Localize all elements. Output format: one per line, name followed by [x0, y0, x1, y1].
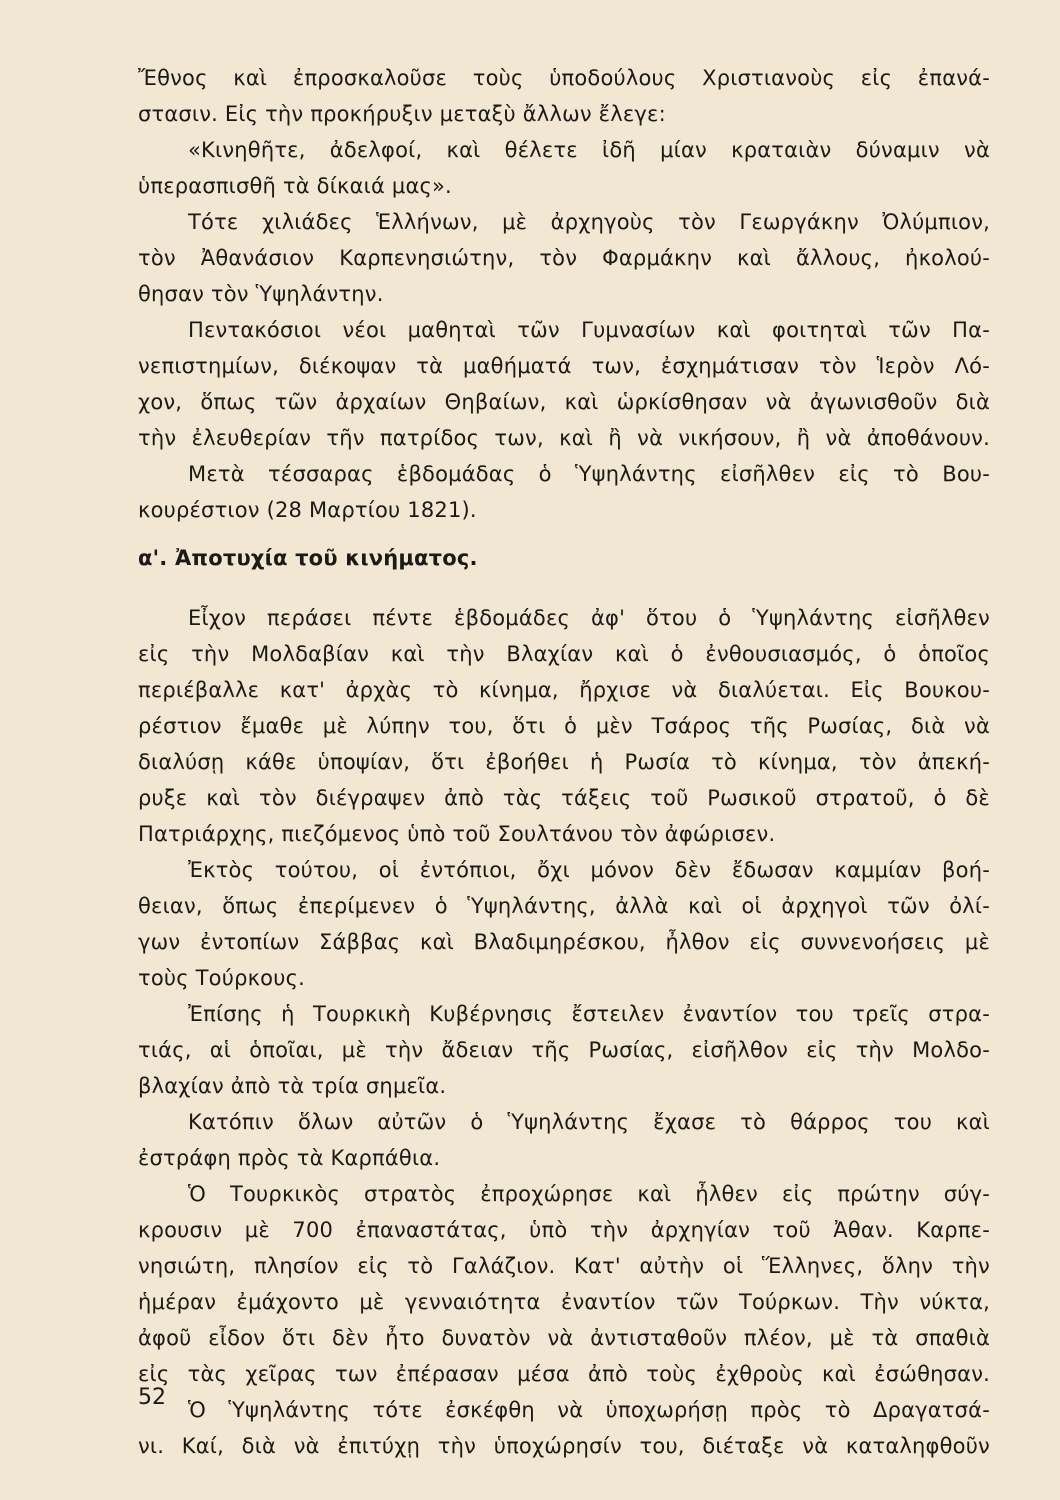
text-line: Ἐκτὸς τούτου, οἱ ἐντόπιοι, ὄχι μόνον δὲν ἔδωσαν καμμίαν βοή-: [188, 858, 990, 882]
text-line: ρέστιον ἔμαθε μὲ λύπην του, ὅτι ὁ μὲν Τσάρος τῆς Ρωσίας, διὰ νὰ: [138, 714, 990, 738]
text-line: ἡμέραν ἐμάχοντο μὲ γενναιότητα ἐναντίον τῶν Τούρκων. Τὴν νύκτα,: [138, 1290, 990, 1314]
text-line: ἐστράφη πρὸς τὰ Καρπάθια.: [138, 1146, 441, 1170]
text-line: κουρέστιον (28 Μαρτίου 1821).: [138, 498, 477, 522]
text-line: περιέβαλλε κατ' ἀρχὰς τὸ κίνημα, ἤρχισε νὰ διαλύεται. Εἰς Βουκου-: [138, 678, 990, 702]
text-line: θειαν, ὅπως ἐπερίμενεν ὁ Ὑψηλάντης, ἀλλὰ καὶ οἱ ἀρχηγοὶ τῶν ὀλί-: [138, 894, 990, 918]
text-line: τὸν Ἀθανάσιον Καρπενησιώτην, τὸν Φαρμάκην καὶ ἄλλους, ἠκολού-: [138, 246, 990, 270]
text-line: διαλύσῃ κάθε ὑποψίαν, ὅτι ἐβοήθει ἡ Ρωσία τὸ κίνημα, τὸν ἀπεκή-: [138, 750, 990, 774]
text-line: θησαν τὸν Ὑψηλάντην.: [138, 282, 384, 306]
text-line: τὴν ἐλευθερίαν τῆν πατρίδος των, καὶ ἢ νὰ νικήσουν, ἢ νὰ ἀποθάνουν.: [138, 426, 990, 450]
text-line: ὑπερασπισθῆ τὰ δίκαιά μας».: [138, 174, 452, 198]
text-line: ἀφοῦ εἶδον ὅτι δὲν ἦτο δυνατὸν νὰ ἀντισταθοῦν πλέον, μὲ τὰ σπαθιὰ: [138, 1326, 990, 1350]
text-line: Πατριάρχης, πιεζόμενος ὑπὸ τοῦ Σουλτάνου τὸν ἀφώρισεν.: [138, 822, 776, 846]
text-line: νησιώτη, πλησίον εἰς τὸ Γαλάζιον. Κατ' αὐτὴν οἱ Ἕλληνες, ὅλην τὴν: [138, 1254, 990, 1278]
text-line: στασιν. Εἰς τὴν προκήρυξιν μεταξὺ ἄλλων ἔλεγε:: [138, 102, 666, 126]
text-line: Πεντακόσιοι νέοι μαθηταὶ τῶν Γυμνασίων καὶ φοιτηταὶ τῶν Πα-: [188, 318, 990, 342]
text-line: ρυξε καὶ τὸν διέγραψεν ἀπὸ τὰς τάξεις τοῦ Ρωσικοῦ στρατοῦ, ὁ δὲ: [138, 786, 990, 810]
text-line: τοὺς Τούρκους.: [138, 966, 305, 990]
text-line: «Κινηθῆτε, ἀδελφοί, καὶ θέλετε ἰδῆ μίαν κραταιὰν δύναμιν νὰ: [188, 138, 990, 162]
text-line: νεπιστημίων, διέκοψαν τὰ μαθήματά των, ἐσχημάτισαν τὸν Ἱερὸν Λό-: [138, 354, 990, 378]
text-line: βλαχίαν ἀπὸ τὰ τρία σημεῖα.: [138, 1074, 447, 1098]
text-line: Ὁ Ὑψηλάντης τότε ἐσκέφθη νὰ ὑποχωρήσῃ πρὸς τὸ Δραγατσά-: [188, 1398, 990, 1422]
text-line: Τότε χιλιάδες Ἑλλήνων, μὲ ἀρχηγοὺς τὸν Γεωργάκην Ὀλύμπιον,: [188, 210, 990, 234]
text-line: Μετὰ τέσσαρας ἑβδομάδας ὁ Ὑψηλάντης εἰσῆλθεν εἰς τὸ Βου-: [188, 462, 990, 486]
text-line: χον, ὅπως τῶν ἀρχαίων Θηβαίων, καὶ ὡρκίσθησαν νὰ ἀγωνισθοῦν διὰ: [138, 390, 990, 414]
text-line: γων ἐντοπίων Σάββας καὶ Βλαδιμηρέσκου, ἦλθον εἰς συννενοήσεις μὲ: [138, 930, 990, 954]
page-number: 52: [138, 1385, 166, 1410]
text-line: εἰς τὴν Μολδαβίαν καὶ τὴν Βλαχίαν καὶ ὁ ἐνθουσιασμός, ὁ ὁποῖος: [138, 642, 990, 666]
text-line: Ὁ Τουρκικὸς στρατὸς ἐπροχώρησε καὶ ἦλθεν εἰς πρώτην σύγ-: [188, 1182, 990, 1206]
section-heading: α'. Ἀποτυχία τοῦ κινήματος.: [138, 546, 478, 570]
text-line: εἰς τὰς χεῖρας των ἐπέρασαν μέσα ἀπὸ τοὺς ἐχθροὺς καὶ ἐσώθησαν.: [138, 1362, 990, 1386]
text-line: Εἶχον περάσει πέντε ἑβδομάδες ἀφ' ὅτου ὁ Ὑψηλάντης εἰσῆλθεν: [188, 606, 990, 630]
text-line: Ἐπίσης ἡ Τουρκικὴ Κυβέρνησις ἔστειλεν ἐναντίον του τρεῖς στρα-: [188, 1002, 990, 1026]
text-line: Ἔθνος καὶ ἐπροσκαλοῦσε τοὺς ὑποδούλους Χριστιανοὺς εἰς ἐπανά-: [138, 66, 990, 90]
page-body: [138, 60, 990, 1458]
text-line: Κατόπιν ὅλων αὐτῶν ὁ Ὑψηλάντης ἔχασε τὸ θάρρος του καὶ: [188, 1110, 990, 1134]
text-line: νι. Καί, διὰ νὰ ἐπιτύχῃ τὴν ὑποχώρησίν του, διέταξε νὰ καταληφθοῦν: [138, 1434, 990, 1458]
text-line: τιάς, αἱ ὁποῖαι, μὲ τὴν ἄδειαν τῆς Ρωσίας, εἰσῆλθον εἰς τὴν Μολδο-: [138, 1038, 990, 1062]
text-line: κρουσιν μὲ 700 ἐπαναστάτας, ὑπὸ τὴν ἀρχηγίαν τοῦ Ἀθαν. Καρπε-: [138, 1218, 990, 1242]
